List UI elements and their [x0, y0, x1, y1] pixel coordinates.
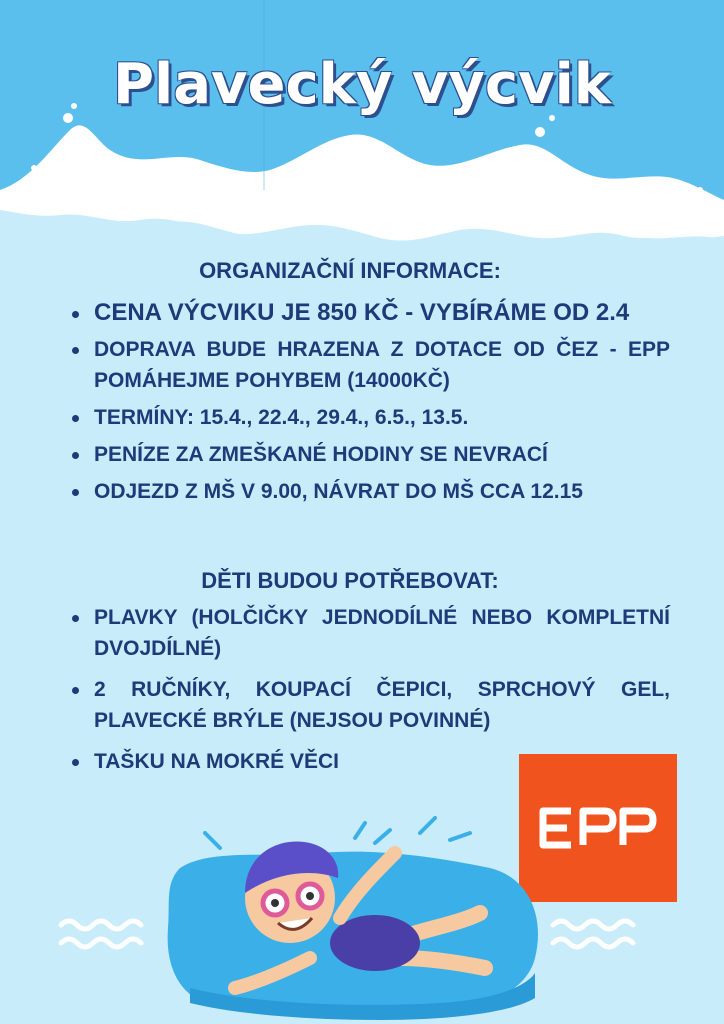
- swimmer-illustration: [150, 808, 550, 1024]
- list-item: TAŠKU NA MOKRÉ VĚCI: [70, 746, 514, 777]
- waves-icon: [56, 915, 156, 955]
- list-item: ODJEZD Z MŠ V 9.00, NÁVRAT DO MŠ CCA 12.15: [70, 476, 670, 507]
- needs-list: [70, 602, 670, 777]
- section-heading-organization: ORGANIZAČNÍ INFORMACE:: [199, 258, 501, 283]
- list-item: CENA VÝCVIKU JE 850 KČ - VYBÍRÁME OD 2.4: [70, 296, 670, 330]
- wave-header: [0, 0, 724, 260]
- section-heading-needs: DĚTI BUDOU POTŘEBOVAT:: [201, 568, 499, 593]
- organization-list: [70, 296, 670, 507]
- list-item: 2 RUČNÍKY, KOUPACÍ ČEPICI, SPRCHOVÝ GEL, PLAVECKÉ BRÝLE (NEJSOU POVINNÉ): [70, 674, 670, 736]
- list-item: PENÍZE ZA ZMEŠKANÉ HODINY SE NEVRACÍ: [70, 439, 670, 470]
- list-item: TERMÍNY: 15.4., 22.4., 29.4., 6.5., 13.5.: [70, 402, 670, 433]
- waves-icon: [548, 915, 648, 955]
- list-item: PLAVKY (HOLČIČKY JEDNODÍLNÉ NEBO KOMPLETNÍ DVOJDÍLNÉ): [70, 602, 670, 664]
- list-item: DOPRAVA BUDE HRAZENA Z DOTACE OD ČEZ - EPP POMÁHEJME POHYBEM (14000KČ): [70, 334, 670, 396]
- page-title: Plavecký výcvik: [112, 52, 612, 117]
